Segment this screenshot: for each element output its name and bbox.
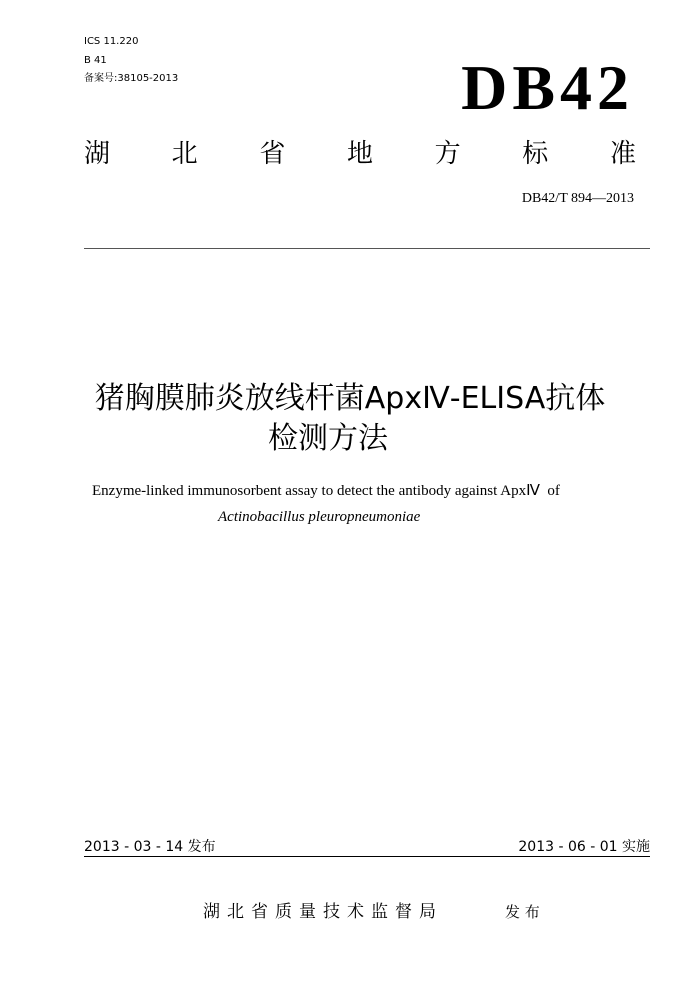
title-chinese-line-1: 猪胸膜肺炎放线杆菌ApxⅣ-ELISA抗体 xyxy=(94,381,606,416)
classification-code: B 41 xyxy=(84,54,107,66)
standard-type-char: 准 xyxy=(609,139,636,169)
ics-code: ICS 11.220 xyxy=(84,36,139,47)
standard-number: DB42/T 894—2013 xyxy=(521,191,634,206)
title-english-line-1: Enzyme-linked immunosorbent assay to detect the antibody against ApxⅣ of xyxy=(92,483,560,499)
standard-type-char: 地 xyxy=(346,139,373,169)
footer-divider xyxy=(84,856,650,857)
document-metadata xyxy=(84,33,178,89)
standard-type-char: 方 xyxy=(434,139,461,169)
issuing-authority: 湖北省质量技术监督局 xyxy=(203,902,443,922)
standard-type-char: 省 xyxy=(259,139,286,169)
issue-action-label: 发 布 xyxy=(505,903,540,921)
standard-type-heading xyxy=(84,138,636,170)
issue-date: 2013 - 03 - 14 发布 xyxy=(84,839,216,855)
title-chinese-line-2: 检测方法 xyxy=(268,421,388,456)
standard-type-char: 标 xyxy=(522,139,549,169)
standard-code-logo: DB42 xyxy=(461,52,634,123)
title-english-line-2: Actinobacillus pleuropneumoniae xyxy=(218,509,421,525)
standard-type-char: 湖 xyxy=(84,139,111,169)
implementation-date: 2013 - 06 - 01 实施 xyxy=(518,839,650,855)
record-number: 备案号:38105-2013 xyxy=(84,73,179,84)
header-divider xyxy=(84,248,650,249)
standard-type-char: 北 xyxy=(171,139,198,169)
